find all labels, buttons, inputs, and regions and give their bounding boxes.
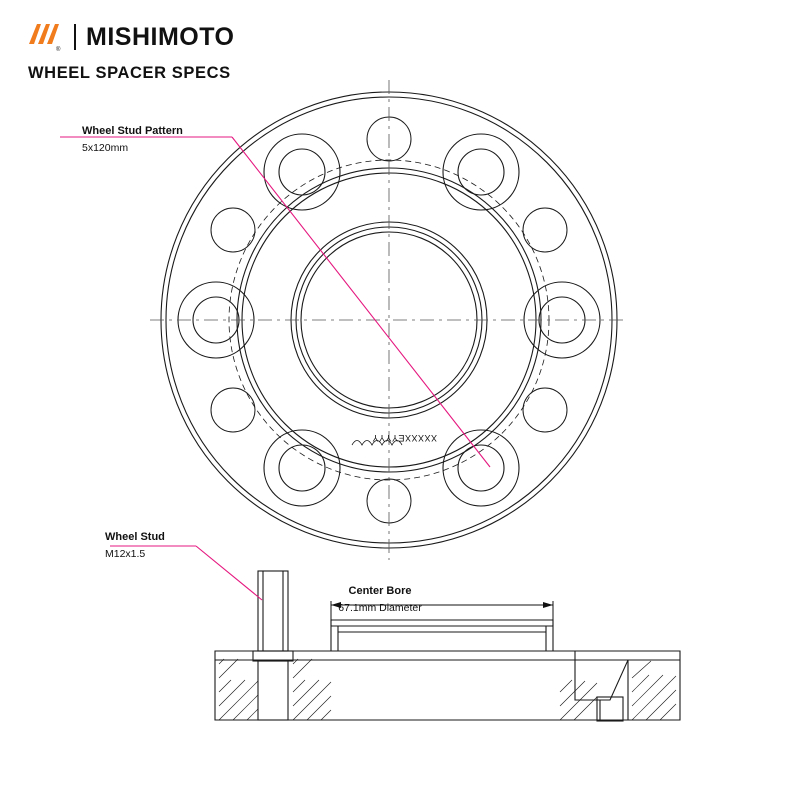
front-view bbox=[150, 80, 628, 560]
svg-text:®: ® bbox=[56, 47, 61, 52]
callout-center-bore-title: Center Bore bbox=[348, 585, 412, 597]
callout-center-bore-value: 67.1mm Diameter bbox=[338, 601, 422, 614]
centerlines bbox=[150, 80, 628, 560]
wheel-stud-leader-diagonal bbox=[196, 546, 262, 600]
callout-wheel-stud bbox=[105, 531, 165, 561]
wheel-stud-post bbox=[253, 571, 293, 661]
bolt-hole bbox=[523, 388, 567, 432]
dim-arrow-right bbox=[543, 602, 553, 608]
hatch-right bbox=[632, 661, 676, 720]
hatch-left bbox=[219, 659, 258, 720]
hatch-center-left bbox=[293, 659, 331, 720]
callout-wheel-stud-pattern-value: 5x120mm bbox=[82, 141, 129, 154]
counterbore-hole bbox=[597, 697, 623, 721]
stud-through-hole bbox=[258, 661, 288, 720]
bolt-hole bbox=[523, 208, 567, 252]
bolt-hole bbox=[211, 388, 255, 432]
stud-pattern-leader bbox=[60, 137, 490, 467]
section-view bbox=[215, 571, 680, 721]
callout-center-bore bbox=[338, 585, 421, 615]
callout-wheel-stud-value: M12x1.5 bbox=[105, 547, 146, 560]
page-title: WHEEL SPACER SPECS bbox=[28, 64, 231, 82]
callout-wheel-stud-pattern-title: Wheel Stud Pattern bbox=[82, 125, 183, 137]
brand-name: MISHIMOTO bbox=[86, 22, 235, 51]
hub-block bbox=[331, 620, 553, 651]
callout-wheel-stud-title: Wheel Stud bbox=[105, 531, 165, 543]
counterbore-detail bbox=[575, 651, 653, 700]
engraving-text: XXXXXEYYYY bbox=[372, 433, 438, 443]
callout-wheel-stud-pattern bbox=[82, 125, 183, 155]
bolt-hole bbox=[211, 208, 255, 252]
hub-block-walls bbox=[338, 626, 546, 651]
